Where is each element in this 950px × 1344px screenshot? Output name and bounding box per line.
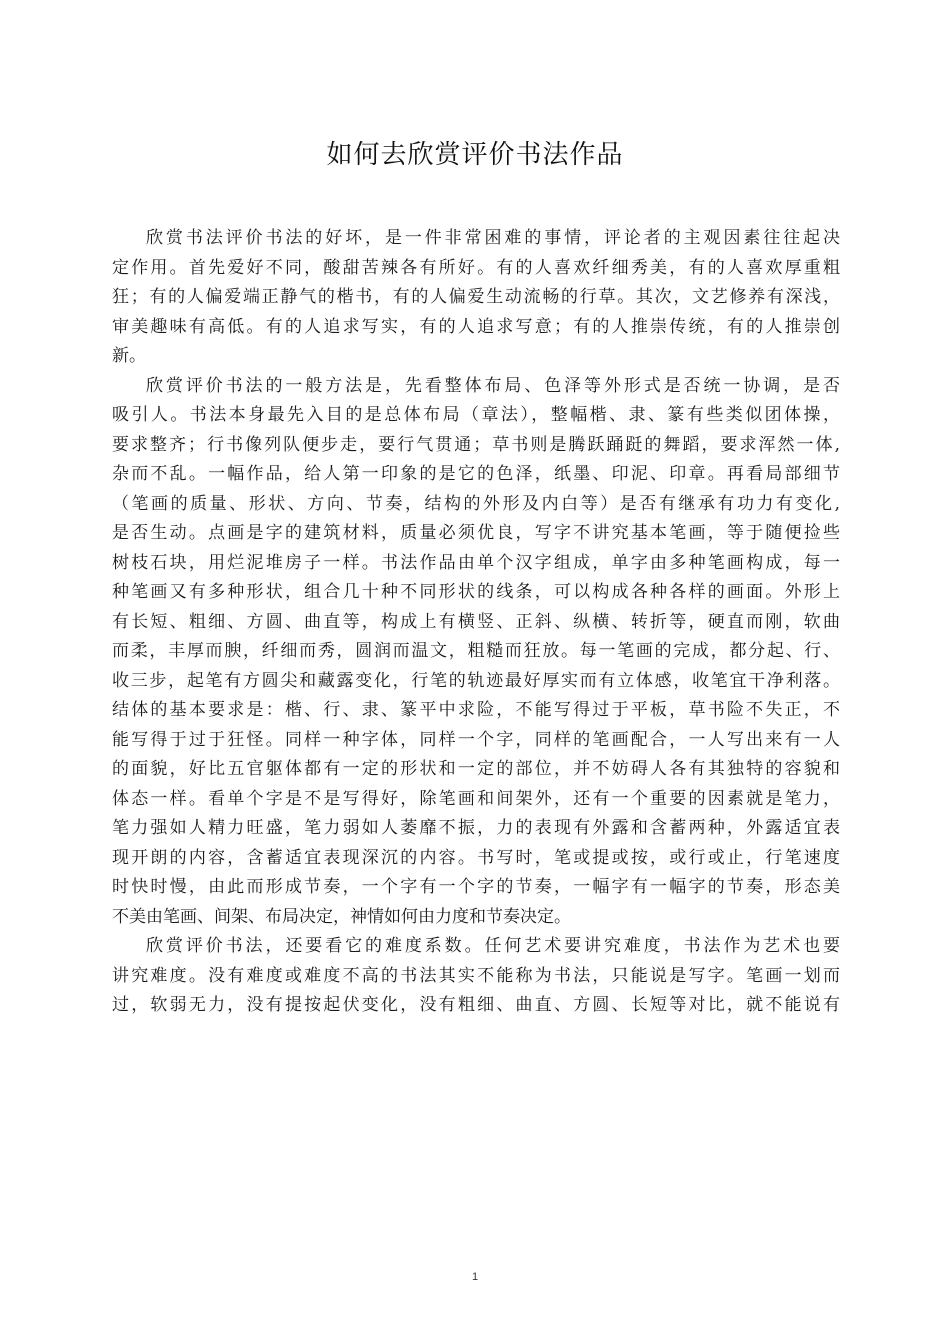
text-line: 体态一样。看单个字是不是写得好，除笔画和间架外，还有一个重要的因素就是笔力， xyxy=(112,788,840,809)
text-line: 时快时慢，由此而形成节奏，一个字有一个字的节奏，一幅字有一幅字的节奏，形态美 xyxy=(112,877,840,897)
text-line: 结体的基本要求是：楷、行、隶、篆平中求险，不能写得过于平板，草书险不失正，不 xyxy=(112,700,840,720)
text-line: （笔画的质量、形状、方向、节奏，结构的外形及内白等）是否有继承有功力有变化, xyxy=(112,493,840,514)
text-line: 有长短、粗细、方圆、曲直等，构成上有横竖、正斜、纵横、转折等，硬直而刚，软曲 xyxy=(112,611,840,632)
text-line: 不美由笔画、间架、布局决定，神情如何由力度和节奏决定。 xyxy=(112,906,571,927)
document-body xyxy=(112,224,840,1021)
text-line: 审美趣味有高低。有的人追求写实，有的人追求写意；有的人推崇传统，有的人推崇创 xyxy=(112,316,840,337)
paragraph-2 xyxy=(112,372,840,933)
text-line: 现开朗的内容，含蓄适宜表现深沉的内容。书写时，笔或提或按，或行或止，行笔速度 xyxy=(112,847,840,868)
text-line: 能写得于过于狂怪。同样一种字体，同样一个字，同样的笔画配合，一人写出来有一人 xyxy=(112,729,840,750)
paragraph-1 xyxy=(112,224,840,372)
text-line: 狂；有的人偏爱端正静气的楷书，有的人偏爱生动流畅的行草。其次，文艺修养有深浅， xyxy=(112,287,840,307)
text-line: 吸引人。书法本身最先入目的是总体布局（章法），整幅楷、隶、篆有些类似团体操， xyxy=(112,405,840,425)
text-line: 收三步，起笔有方圆尖和藏露变化，行笔的轨迹最好厚实而有立体感，收笔宜干净利落。 xyxy=(112,670,840,691)
text-line: 过，软弱无力，没有提按起伏变化，没有粗细、曲直、方圆、长短等对比，就不能说有 xyxy=(112,995,840,1015)
paragraph-3 xyxy=(112,932,840,1021)
page-title: 如何去欣赏评价书法作品 xyxy=(326,140,624,170)
text-line: 定作用。首先爱好不同，酸甜苦辣各有所好。有的人喜欢纤细秀美，有的人喜欢厚重粗 xyxy=(112,257,840,278)
text-line: 杂而不乱。一幅作品，给人第一印象的是它的色泽，纸墨、印泥、印章。再看局部细节 xyxy=(112,464,840,484)
text-line: 种笔画又有多种形状，组合几十种不同形状的线条，可以构成各种各样的画面。外形上 xyxy=(112,582,840,602)
text-line: 笔力强如人精力旺盛，笔力弱如人萎靡不振，力的表现有外露和含蓄两种，外露适宜表 xyxy=(112,818,840,838)
text-line: 欣赏评价书法的一般方法是，先看整体布局、色泽等外形式是否统一协调，是否 xyxy=(146,375,840,396)
text-line: 是否生动。点画是字的建筑材料，质量必须优良，写字不讲究基本笔画，等于随便捡些 xyxy=(112,523,840,543)
text-line: 欣赏评价书法，还要看它的难度系数。任何艺术要讲究难度，书法作为艺术也要 xyxy=(146,936,840,956)
text-line: 要求整齐；行书像列队便步走，要行气贯通；草书则是腾跃踊跹的舞蹈，要求浑然一体, xyxy=(112,434,840,455)
text-line: 树枝石块，用烂泥堆房子一样。书法作品由单个汉字组成，单字由多种笔画构成，每一 xyxy=(112,552,840,573)
text-line: 的面貌，好比五官躯体都有一定的形状和一定的部位，并不妨碍人各有其独特的容貌和 xyxy=(112,759,840,779)
text-line: 而柔，丰厚而腴，纤细而秀，圆润而温文，粗糙而狂放。每一笔画的完成，都分起、行、 xyxy=(112,641,840,661)
text-line: 欣赏书法评价书法的好坏，是一件非常困难的事情，评论者的主观因素往往起决 xyxy=(146,228,840,248)
page-number: 1 xyxy=(471,1271,479,1283)
text-line: 新。 xyxy=(112,346,146,366)
text-line: 讲究难度。没有难度或难度不高的书法其实不能称为书法，只能说是写字。笔画一划而 xyxy=(112,965,840,986)
